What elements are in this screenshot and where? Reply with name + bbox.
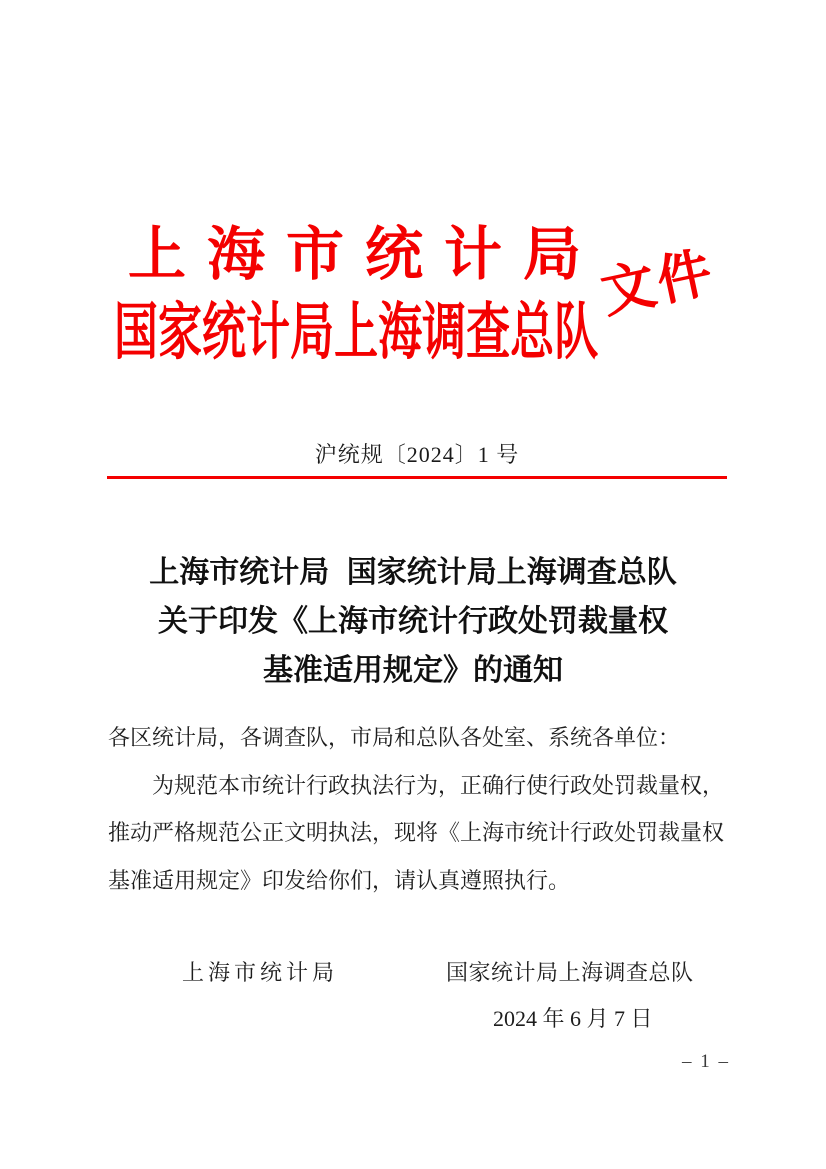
- document-title-line-1: 上海市统计局 国家统计局上海调查总队: [149, 556, 677, 589]
- document-title-line-3: 基准适用规定》的通知: [263, 654, 563, 687]
- masthead-agency-primary: 上海市统计局: [128, 222, 603, 287]
- body-paragraph-line: 为规范本市统计行政执法行为，正确行使行政处罚裁量权，: [152, 772, 725, 798]
- masthead-doc-type-label: 文件: [596, 241, 720, 325]
- red-separator-rule: [107, 476, 727, 479]
- signature-left-agency: 上海市统计局: [182, 960, 339, 985]
- body-paragraph-line: 推动严格规范公正文明执法，现将《上海市统计行政处罚裁量权: [108, 820, 725, 845]
- body-paragraph-line: 基准适用规定》印发给你们，请认真遵照执行。: [108, 867, 571, 893]
- signature-date: 2024 年 6 月 7 日: [493, 1006, 653, 1031]
- signature-right-agency: 国家统计局上海调查总队: [446, 960, 694, 985]
- page-number: – 1 –: [682, 1051, 730, 1072]
- document-title: [60, 548, 766, 695]
- body-salutation-line: 各区统计局，各调查队，市局和总队各处室、系统各单位：: [108, 725, 681, 750]
- document-title-line-2: 关于印发《上海市统计行政处罚裁量权: [158, 605, 668, 638]
- document-number: 沪统规〔2024〕1 号: [314, 442, 520, 467]
- masthead-agency-secondary: 国家统计局上海调查总队: [114, 299, 599, 367]
- body-text: [108, 714, 728, 904]
